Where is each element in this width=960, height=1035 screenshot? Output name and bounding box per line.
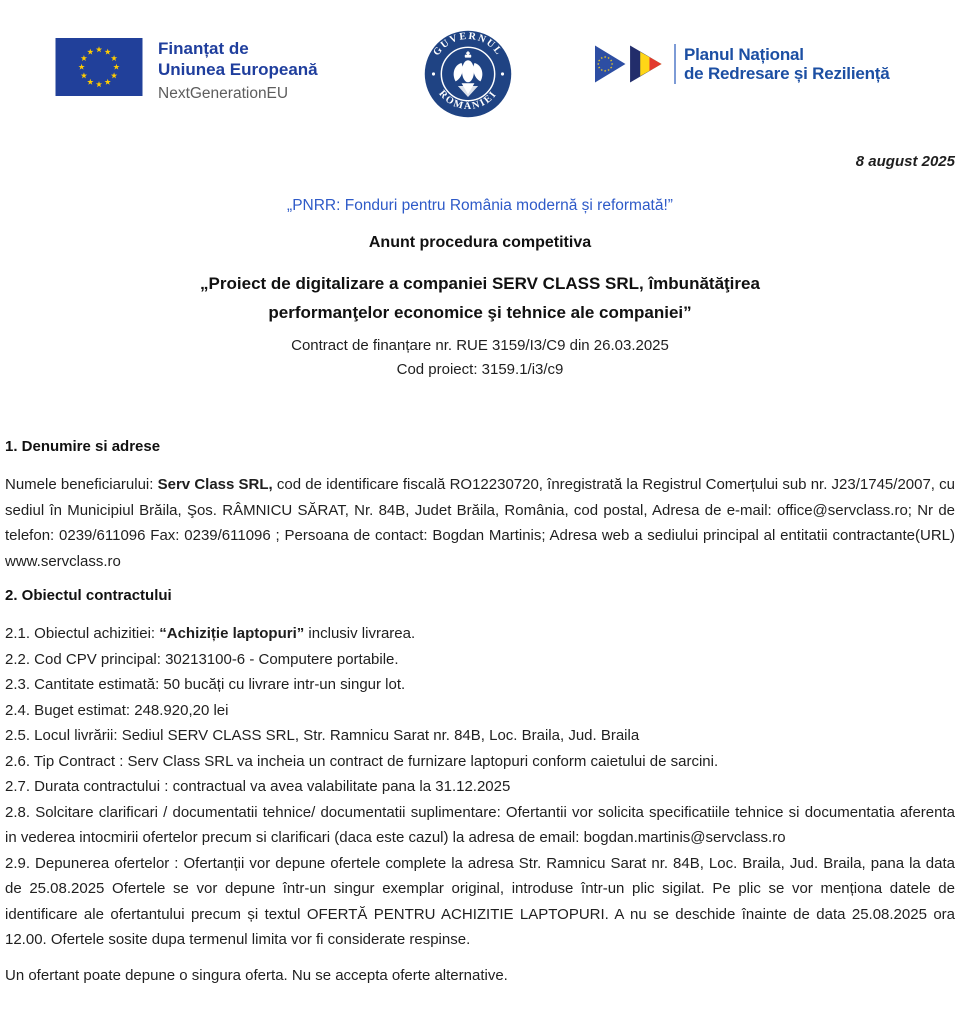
item-2-9: 2.9. Depunerea ofertelor : Ofertanții vor depune ofertele complete la adresa Str. Ramnicu Sarat nr. 84B, Loc. Braila, Jud. Braila, pana la data de 25.08.2025 Ofertele se vor depune într-un singur exemplar original, introduse într-un plic sigilat. Pe plic se vor menționa datele de identificare ale ofertantului precum și textul OFERTĂ PENTRU ACHIZITIE LAPTOPURI. A nu se deschide înainte de data 25.08.2025 ora 12.00. Ofertele sosite dupa termenul limita vor fi considerate respinse. <box>5 854 955 948</box>
section-2-heading: 2. Obiectul contractului <box>5 587 172 604</box>
pnrr-divider <box>674 44 676 84</box>
eu-flag-icon <box>55 38 143 96</box>
seal-bottom-text: ROMÂNIEI <box>436 88 500 113</box>
item-2-2: 2.2. Cod CPV principal: 30213100-6 - Computere portabile. <box>5 650 399 668</box>
eu-funded-logo <box>55 38 318 103</box>
item-2-1: 2.1. Obiectul achizitiei: “Achiziție laptopuri” inclusiv livrarea. <box>5 625 416 642</box>
seal-top-text: GUVERNUL <box>431 30 505 59</box>
item-2-3: 2.3. Cantitate estimată: 50 bucăți cu livrare intr-un singur lot. <box>5 676 406 693</box>
project-title-line1: „Proiect de digitalizare a companiei SERV CLASS SRL, îmbunătăţirea <box>200 274 760 293</box>
item-2-7: 2.7. Durata contractului : contractual va avea valabilitate pana la 31.12.2025 <box>5 778 511 795</box>
item-2-8: 2.8. Solcitare clarificari / documentatii tehnice/ documentatii suplimentare: Ofertantii vor solicita specificatiile tehnice si documentatia aferenta in vederea intocmirii ofertelor precum si clarificari (daca este cazul) la adresa de email: bogdan.martinis@servclass.ro <box>5 803 955 846</box>
pnrr-logo-text <box>684 45 890 83</box>
announcement-title: Anunt procedura competitiva <box>368 234 592 251</box>
eu-logo-line1: Finanțat de <box>158 39 249 58</box>
project-code: Cod proiect: 3159.1/i3/c9 <box>396 361 564 378</box>
item-2-6: 2.6. Tip Contract : Serv Class SRL va incheia un contract de furnizare laptopuri conform caietului de sarcini. <box>5 752 719 770</box>
single-offer-note: Un ofertant poate depune o singura oferta. Nu se accepta oferte alternative. <box>5 966 508 984</box>
section-1-heading: 1. Denumire si adrese <box>5 438 161 455</box>
contract-number: Contract de finanțare nr. RUE 3159/I3/C9 din 26.03.2025 <box>291 337 669 354</box>
pnrr-logo <box>595 43 890 85</box>
pnrr-motto: „PNRR: Fonduri pentru România modernă și reformată!” <box>287 197 673 214</box>
document-header <box>0 0 960 130</box>
pnrr-logo-line2: de Redresare și Reziliență <box>684 64 890 83</box>
item-2-4: 2.4. Buget estimat: 248.920,20 lei <box>5 701 229 719</box>
item-2-5: 2.5. Locul livrării: Sediul SERV CLASS SRL, Str. Ramnicu Sarat nr. 84B, Loc. Braila, Jud. Braila <box>5 727 640 744</box>
section-1-paragraph: Numele beneficiarului: Serv Class SRL, cod de identificare fiscală RO12230720, înregistrată la Registrul Comerțului sub nr. J23/1745/2007, cu sediul în Municipiul Brăila, Şos. RÂMNICU SĂRAT, Nr. 84B, Judet Brăila, România, cod postal, Adresa de e-mail: office@servclass.ro; Nr de telefon: 0239/611096 Fax: 0239/611096 ; Persoana de contact: Bogdan Martinis; Adresa web a sediului principal al entitatii contractante(URL) www.servclass.ro <box>5 476 956 570</box>
document-date: 8 august 2025 <box>855 153 955 170</box>
pnrr-logo-line1: Planul Național <box>684 45 804 64</box>
contract-info <box>5 334 955 382</box>
pnrr-arrows-icon <box>595 43 667 85</box>
project-title <box>5 269 955 327</box>
document-body <box>0 152 960 988</box>
eu-logo-text <box>158 38 318 103</box>
section-2-items <box>5 621 955 953</box>
gov-seal-icon <box>422 28 514 120</box>
project-title-line2: performanţelor economice şi tehnice ale companiei” <box>268 303 692 322</box>
eu-logo-line2: Uniunea Europeană <box>158 60 318 79</box>
gov-romania-seal <box>422 28 514 125</box>
nextgeneu-label: NextGenerationEU <box>158 85 289 102</box>
